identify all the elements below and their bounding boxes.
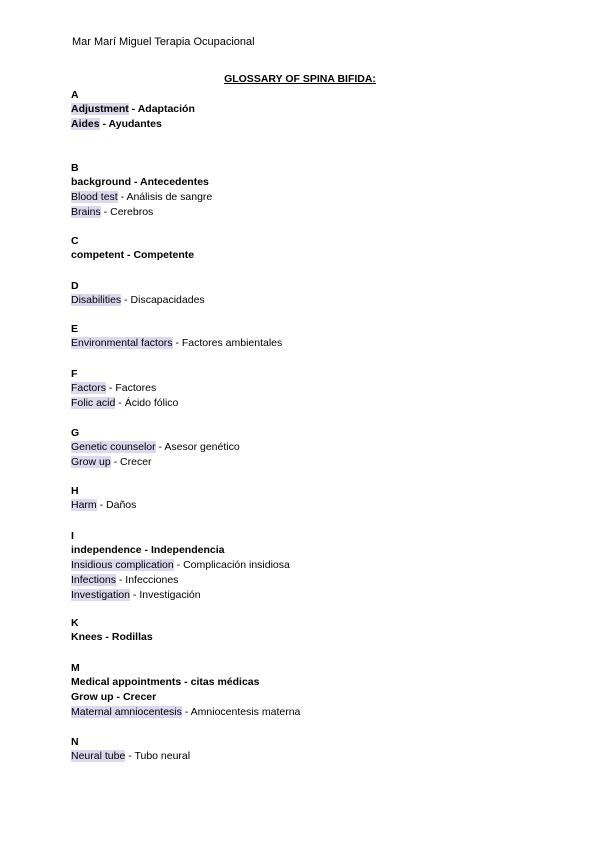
section-f	[71, 367, 178, 411]
entry-term: Brains	[71, 206, 101, 218]
glossary-entry	[71, 690, 300, 705]
page-header: Mar Marí Miguel Terapia Ocupacional	[72, 36, 255, 48]
entry-term: Knees	[71, 631, 103, 643]
glossary-entry	[71, 190, 212, 205]
section-h	[71, 484, 136, 513]
section-n	[71, 735, 190, 764]
entry-separator: -	[172, 337, 182, 349]
glossary-entry	[71, 381, 178, 396]
glossary-entry	[71, 455, 240, 470]
entry-translation: Rodillas	[111, 631, 153, 643]
glossary-title: GLOSSARY OF SPINA BIFIDA:	[224, 73, 376, 85]
entry-separator: -	[113, 691, 123, 703]
entry-term: Disabilities	[71, 294, 122, 306]
glossary-entry	[71, 175, 212, 190]
entry-translation: Ayudantes	[108, 118, 162, 130]
entry-term: Harm	[71, 499, 97, 511]
entry-separator: -	[106, 382, 116, 394]
entry-translation: Ácido fólico	[124, 397, 179, 409]
entry-translation: Daños	[106, 499, 137, 511]
section-e	[71, 322, 282, 351]
entry-term: Aides	[71, 118, 100, 130]
entry-term: Investigation	[71, 589, 130, 601]
glossary-entry	[71, 102, 195, 117]
entry-term: Insidious complication	[71, 559, 174, 571]
entry-separator: -	[115, 574, 126, 586]
entry-separator: -	[110, 456, 121, 468]
entry-translation: Investigación	[139, 589, 201, 601]
glossary-entry	[71, 248, 194, 263]
glossary-entry	[71, 543, 290, 558]
entry-term: Genetic counselor	[71, 441, 156, 453]
entry-separator: -	[115, 397, 125, 409]
entry-separator: -	[173, 559, 184, 571]
entry-term: Folic acid	[71, 397, 116, 409]
entry-separator: -	[131, 176, 141, 188]
entry-translation: Crecer	[122, 691, 157, 703]
glossary-entry	[71, 440, 240, 455]
section-i	[71, 529, 290, 603]
section-letter: G	[71, 427, 80, 439]
section-letter: H	[71, 485, 79, 497]
glossary-entry	[71, 749, 190, 764]
entry-separator: -	[155, 441, 165, 453]
section-b	[71, 161, 212, 220]
entry-separator: -	[128, 103, 138, 115]
entry-translation: Antecedentes	[140, 176, 209, 188]
glossary-entry	[71, 588, 290, 603]
entry-separator: -	[102, 631, 112, 643]
section-letter: K	[71, 617, 79, 629]
entry-term: competent	[71, 249, 125, 261]
entry-term: Neural tube	[71, 750, 126, 762]
entry-translation: citas médicas	[190, 676, 260, 688]
glossary-entry	[71, 205, 212, 220]
entry-translation: Discapacidades	[130, 294, 205, 306]
entry-term: background	[71, 176, 132, 188]
entry-translation: Complicación insidiosa	[183, 559, 290, 571]
section-letter: A	[71, 89, 79, 101]
entry-translation: Crecer	[120, 456, 152, 468]
glossary-entry	[71, 675, 300, 690]
entry-term: Maternal amniocentesis	[71, 706, 182, 718]
entry-translation: Factores ambientales	[181, 337, 283, 349]
entry-term: Blood test	[71, 191, 118, 203]
entry-separator: -	[117, 191, 127, 203]
entry-term: Grow up	[71, 691, 114, 703]
entry-term: Adjustment	[71, 103, 129, 115]
section-letter: D	[71, 280, 79, 292]
section-k	[71, 616, 153, 645]
entry-term: Medical appointments	[71, 676, 182, 688]
entry-separator: -	[99, 118, 109, 130]
glossary-entry	[71, 573, 290, 588]
entry-translation: Cerebros	[110, 206, 154, 218]
glossary-entry	[71, 117, 195, 132]
section-letter: B	[71, 162, 79, 174]
entry-separator: -	[100, 206, 111, 218]
section-a	[71, 88, 195, 132]
glossary-entry	[71, 293, 205, 308]
entry-translation: Análisis de sangre	[126, 191, 213, 203]
entry-separator: -	[121, 294, 131, 306]
glossary-entry	[71, 498, 136, 513]
entry-term: Environmental factors	[71, 337, 173, 349]
glossary-entry	[71, 630, 153, 645]
entry-term: Factors	[71, 382, 107, 394]
glossary-entry	[71, 336, 282, 351]
glossary-entry	[71, 396, 178, 411]
entry-translation: Competente	[133, 249, 195, 261]
section-letter: M	[71, 662, 80, 674]
entry-term: Infections	[71, 574, 116, 586]
section-letter: E	[71, 323, 79, 335]
section-letter: F	[71, 368, 78, 380]
entry-separator: -	[125, 750, 135, 762]
entry-translation: Infecciones	[125, 574, 179, 586]
entry-translation: Tubo neural	[134, 750, 191, 762]
entry-term: independence	[71, 544, 142, 556]
entry-translation: Amniocentesis materna	[190, 706, 301, 718]
entry-separator: -	[96, 499, 107, 511]
entry-translation: Adaptación	[137, 103, 195, 115]
entry-translation: Independencia	[150, 544, 225, 556]
section-letter: I	[71, 530, 74, 542]
entry-separator: -	[124, 249, 134, 261]
section-letter: C	[71, 235, 79, 247]
entry-separator: -	[141, 544, 151, 556]
glossary-entry	[71, 705, 300, 720]
entry-translation: Asesor genético	[164, 441, 240, 453]
entry-separator: -	[129, 589, 140, 601]
glossary-entry	[71, 558, 290, 573]
section-letter: N	[71, 736, 79, 748]
section-d	[71, 279, 205, 308]
entry-translation: Factores	[115, 382, 157, 394]
section-m	[71, 661, 300, 720]
section-c	[71, 234, 194, 263]
entry-separator: -	[181, 706, 191, 718]
section-g	[71, 426, 240, 470]
entry-separator: -	[181, 676, 191, 688]
entry-term: Grow up	[71, 456, 111, 468]
